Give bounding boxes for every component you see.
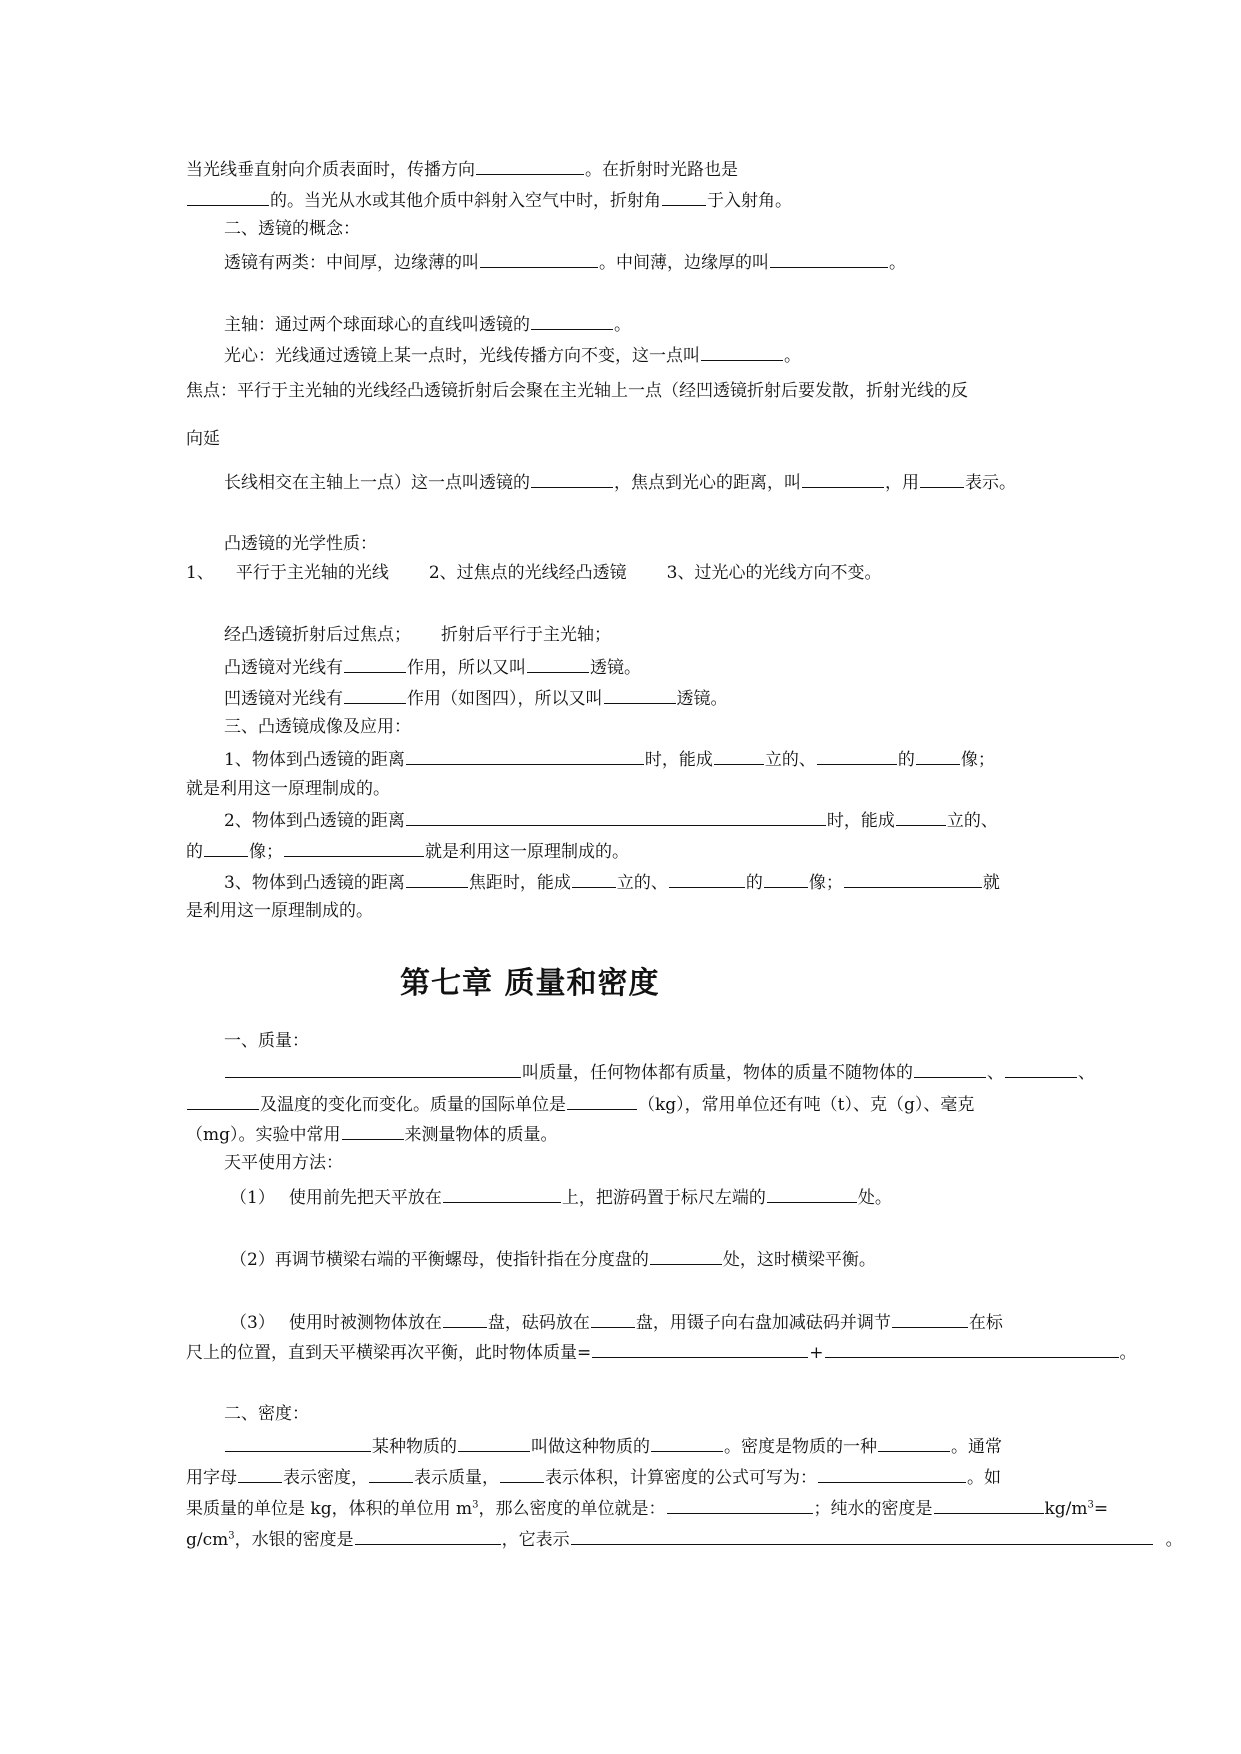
- line-7: 焦点：平行于主光轴的光线经凸透镜折射后会聚在主光轴上一点（经凹透镜折射后要发散，折射光线的反: [186, 381, 968, 401]
- mass-line-2: 叫质量，任何物体都有质量，物体的质量不随物体的 、 、: [224, 1060, 1095, 1084]
- blank[interactable]: [344, 686, 406, 704]
- density-line-4: 果质量的单位是 kg，体积的单位用 $m^3$，那么密度的单位就是： ；纯水的密度是 $kg/m^3=$: [186, 1496, 1108, 1520]
- line-1: 当光线垂直射向介质表面时，传播方向 。在折射时光路也是: [186, 157, 738, 181]
- blank[interactable]: [567, 1092, 637, 1110]
- line-9: 长线相交在主轴上一点）这一点叫透镜的 ，焦点到光心的距离，叫 ，用 表示。: [224, 470, 1016, 494]
- section-heading: 二、透镜的概念：: [224, 219, 360, 239]
- line-6: 光心：光线通过透镜上某一点时，光线传播方向不变，这一点叫 。: [224, 343, 801, 367]
- blank[interactable]: [344, 655, 406, 673]
- blank[interactable]: [714, 747, 764, 765]
- blank[interactable]: [571, 1527, 1153, 1545]
- section-heading: 一、质量：: [224, 1031, 309, 1051]
- section-heading: 二、密度：: [224, 1404, 309, 1424]
- line-18: 2、物体到凸透镜的距离 时，能成 立的、: [224, 808, 998, 832]
- blank[interactable]: [531, 312, 613, 330]
- blank[interactable]: [187, 1092, 259, 1110]
- blank[interactable]: [572, 870, 616, 888]
- blank[interactable]: [406, 870, 468, 888]
- blank[interactable]: [770, 250, 888, 268]
- blank[interactable]: [604, 686, 676, 704]
- blank[interactable]: [480, 250, 598, 268]
- blank[interactable]: [914, 1060, 986, 1078]
- blank[interactable]: [500, 1465, 544, 1483]
- blank[interactable]: [531, 470, 613, 488]
- blank[interactable]: [592, 1340, 808, 1358]
- blank[interactable]: [591, 1310, 635, 1328]
- line-2: 的。当光从水或其他介质中斜射入空气中时，折射角 于入射角。: [186, 188, 792, 212]
- density-line-5: $g/cm^3$，水银的密度是 ，它表示 。: [186, 1527, 1183, 1551]
- blank[interactable]: [225, 1434, 371, 1452]
- blank[interactable]: [667, 1496, 813, 1514]
- line-20: 3、物体到凸透镜的距离 焦距时，能成 立的、 的 像； 就: [224, 870, 1000, 894]
- section-heading: 凸透镜的光学性质：: [224, 534, 377, 554]
- chapter-title: 第七章 质量和密度: [400, 966, 660, 1001]
- blank[interactable]: [825, 1340, 1119, 1358]
- line-8: 向延: [186, 429, 220, 449]
- blank[interactable]: [527, 655, 589, 673]
- blank[interactable]: [458, 1434, 530, 1452]
- line-19: 的 像； 就是利用这一原理制成的。: [186, 839, 629, 863]
- line-14: 凹透镜对光线有 作用（如图四），所以又叫 透镜。: [224, 686, 728, 710]
- blank[interactable]: [187, 188, 269, 206]
- line-13: 凸透镜对光线有 作用，所以又叫 透镜。: [224, 655, 641, 679]
- blank[interactable]: [878, 1434, 950, 1452]
- blank[interactable]: [802, 470, 884, 488]
- blank[interactable]: [406, 808, 826, 826]
- blank[interactable]: [817, 747, 897, 765]
- blank[interactable]: [355, 1527, 501, 1545]
- density-line-2: 某种物质的 叫做这种物质的 。密度是物质的一种 。通常: [224, 1434, 1002, 1458]
- blank[interactable]: [342, 1122, 404, 1140]
- blank[interactable]: [934, 1496, 1044, 1514]
- line-4: 透镜有两类：中间厚，边缘薄的叫 。中间薄，边缘厚的叫 。: [224, 250, 906, 274]
- blank[interactable]: [669, 870, 745, 888]
- density-line-3: 用字母 表示密度， 表示质量， 表示体积，计算密度的公式可写为： 。如: [186, 1465, 1001, 1489]
- mass-line-6: （1） 使用前先把天平放在 上，把游码置于标尺左端的 处。: [230, 1185, 892, 1209]
- blank[interactable]: [844, 870, 982, 888]
- blank[interactable]: [896, 808, 946, 826]
- mass-line-4: （mg）。实验中常用 来测量物体的质量。: [186, 1122, 558, 1146]
- blank[interactable]: [764, 870, 808, 888]
- blank[interactable]: [701, 343, 783, 361]
- mass-line-7: （2）再调节横梁右端的平衡螺母，使指针指在分度盘的 处，这时横梁平衡。: [230, 1247, 876, 1271]
- blank[interactable]: [662, 188, 706, 206]
- blank[interactable]: [920, 470, 964, 488]
- blank[interactable]: [284, 839, 424, 857]
- blank[interactable]: [476, 157, 584, 175]
- blank[interactable]: [443, 1310, 487, 1328]
- line-16: 1、物体到凸透镜的距离 时，能成 立的、 的 像；: [224, 747, 995, 771]
- line-5: 主轴：通过两个球面球心的直线叫透镜的 。: [224, 312, 631, 336]
- mass-line-8: （3） 使用时被测物体放在 盘，砝码放在 盘，用镊子向右盘加减砝码并调节 在标: [230, 1310, 1003, 1334]
- blank[interactable]: [818, 1465, 966, 1483]
- mass-line-9: 尺上的位置，直到天平横梁再次平衡，此时物体质量= + 。: [186, 1340, 1137, 1364]
- blank[interactable]: [767, 1185, 857, 1203]
- section-heading: 三、凸透镜成像及应用：: [224, 717, 411, 737]
- line-17: 就是利用这一原理制成的。: [186, 779, 390, 799]
- blank[interactable]: [650, 1247, 722, 1265]
- blank[interactable]: [406, 747, 644, 765]
- blank[interactable]: [369, 1465, 413, 1483]
- blank[interactable]: [916, 747, 960, 765]
- blank[interactable]: [238, 1465, 282, 1483]
- line-11: 1、 平行于主光轴的光线 2、过焦点的光线经凸透镜 3、过光心的光线方向不变。: [186, 563, 882, 583]
- line-12: 经凸透镜折射后过焦点； 折射后平行于主光轴；: [224, 625, 611, 645]
- blank[interactable]: [892, 1310, 968, 1328]
- blank[interactable]: [443, 1185, 561, 1203]
- mass-line-3: 及温度的变化而变化。质量的国际单位是 （kg），常用单位还有吨（t）、克（g）、毫克: [186, 1092, 974, 1116]
- line-21: 是利用这一原理制成的。: [186, 901, 373, 921]
- blank[interactable]: [1005, 1060, 1077, 1078]
- blank[interactable]: [651, 1434, 723, 1452]
- blank[interactable]: [204, 839, 248, 857]
- section-heading: 天平使用方法：: [224, 1153, 343, 1173]
- blank[interactable]: [225, 1060, 521, 1078]
